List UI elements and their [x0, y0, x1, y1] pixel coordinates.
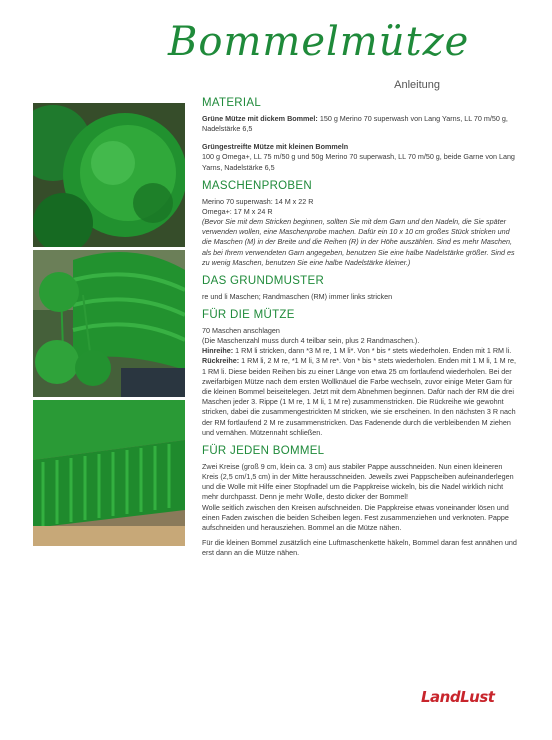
bommel-para-2: Wolle seitlich zwischen den Kreisen aufschneiden. Die Pappkreise etwas voneinander lösen und einen Faden zwischen die beiden Scheiben legen. Fest zusammenziehen und verknoten. Pappe aufschneiden und herausziehen. Bommel an die Mütze nähen. — [202, 502, 509, 533]
muetze-cast-on: 70 Maschen anschlagen — [202, 325, 280, 335]
page-subtitle: Anleitung — [394, 79, 440, 91]
heading-muetze: FÜR DIE MÜTZE — [202, 309, 295, 322]
heading-material: MATERIAL — [202, 97, 262, 109]
photo-pompom-closeup — [33, 103, 185, 247]
bommel-para-1: Zwei Kreise (groß 9 cm, klein ca. 3 cm) aus stabiler Pappe ausschneiden. Nun einen kleineren Kreis (2,5 cm/1,5 cm) in der Mitte herausschneiden. Jeweils zwei Pappscheiben aufeinanderlegen und die Wolle mit Hilfe einer Stopfnadel um die Pappkreise wickeln, bis die Nadel wirklich nicht mehr durchpasst. Denn je mehr Wolle, desto dicker der Bommel! — [202, 461, 514, 502]
material-line-1: Grüne Mütze mit dickem Bommel: 150 g Merino 70 superwash von Lang Yarns, LL 70 m/50 g, Nadelstärke 6,5 — [202, 113, 508, 133]
maschenprobe-merino: Merino 70 superwash: 14 M x 22 R — [202, 196, 314, 206]
instructions-column — [202, 97, 520, 559]
bommel-para-3: Für die kleinen Bommel zusätzlich eine Luftmaschenkette häkeln, Bommel daran fest annähen und erst dann an die Mütze nähen. — [202, 538, 517, 558]
muetze-rueckreihe: Rückreihe: 1 RM li, 2 M re, *1 M li, 3 M re*. Von * bis * stets wiederholen. Enden mit 1 M li, 1 M re, 1 RM li. Diese beiden Reihen bis zu einer Länge von etwa 25 cm fortlaufend wiederholen. Bei der zweifarbigen Mütze nach dem ersten Wollknäuel die Farbe wechseln, zuvor einige Meter Garn für die kleinen Bommel beiseitelegen. Jetzt mit dem Abnehmen beginnen. Dafür nach der RM die drei Maschen jeder 3. Rippe (1 M re, 1 M li, 1 M re) zusammenstricken. Die Rückreihe wie gewohnt stricken, dabei die zusammengestrickten M stricken, wie sie erscheinen. In den nächsten 3 R nach der RM fortlaufend 2 M re zusammenstricken. Das Fadenende durch die verbleibenden M ziehen und vernähen. Mützennaht schließen. — [202, 356, 516, 437]
heading-maschenproben: MASCHENPROBEN — [202, 179, 312, 192]
heading-bommel: FÜR JEDEN BOMMEL — [202, 445, 325, 458]
maschenprobe-omega: Omega+: 17 M x 24 R — [202, 206, 273, 216]
material-line-2-text: 100 g Omega+, LL 75 m/50 g und 50g Merino 70 superwash, LL 70 m/50 g, beide Garne von Lang Yarns, Nadelstärke 6,5 — [202, 152, 515, 172]
material-line-2: Grüngestreifte Mütze mit kleinen Bommeln — [202, 142, 349, 152]
muetze-note: (Die Maschenzahl muss durch 4 teilbar sein, plus 2 Randmaschen.). — [202, 336, 420, 346]
photo-striped-hat-pompoms — [33, 250, 185, 397]
page-title: Bommelmütze — [168, 19, 470, 65]
muetze-hinreihe: Hinreihe: 1 RM li stricken, dann *3 M re, 1 M li*. Von * bis * stets wiederholen. Enden mit 1 RM li. — [202, 346, 512, 356]
photo-hat-brim — [33, 400, 185, 546]
heading-grundmuster: DAS GRUNDMUSTER — [202, 275, 325, 288]
maschenprobe-note: (Bevor Sie mit dem Stricken beginnen, sollten Sie mit dem Garn und den Nadeln, die Sie später verwenden wollen, eine Maschenprobe machen. Dafür ein 10 x 10 cm großes Stück stricken und die Maschen (M) in der Breite und die Reihen (R) in der Höhe auszählen. Sind es mehr Maschen, als bei Ihrem verwendeten Garn angegeben, benutzen Sie eine halbe Nadelstärke größer. Sind es zu wenig Maschen, benutzen Sie eine halbe Nadelstärke kleiner.) — [202, 217, 515, 267]
grundmuster-text: re und li Maschen; Randmaschen (RM) immer links stricken — [202, 291, 393, 301]
landlust-logo: LandLust — [421, 688, 495, 706]
